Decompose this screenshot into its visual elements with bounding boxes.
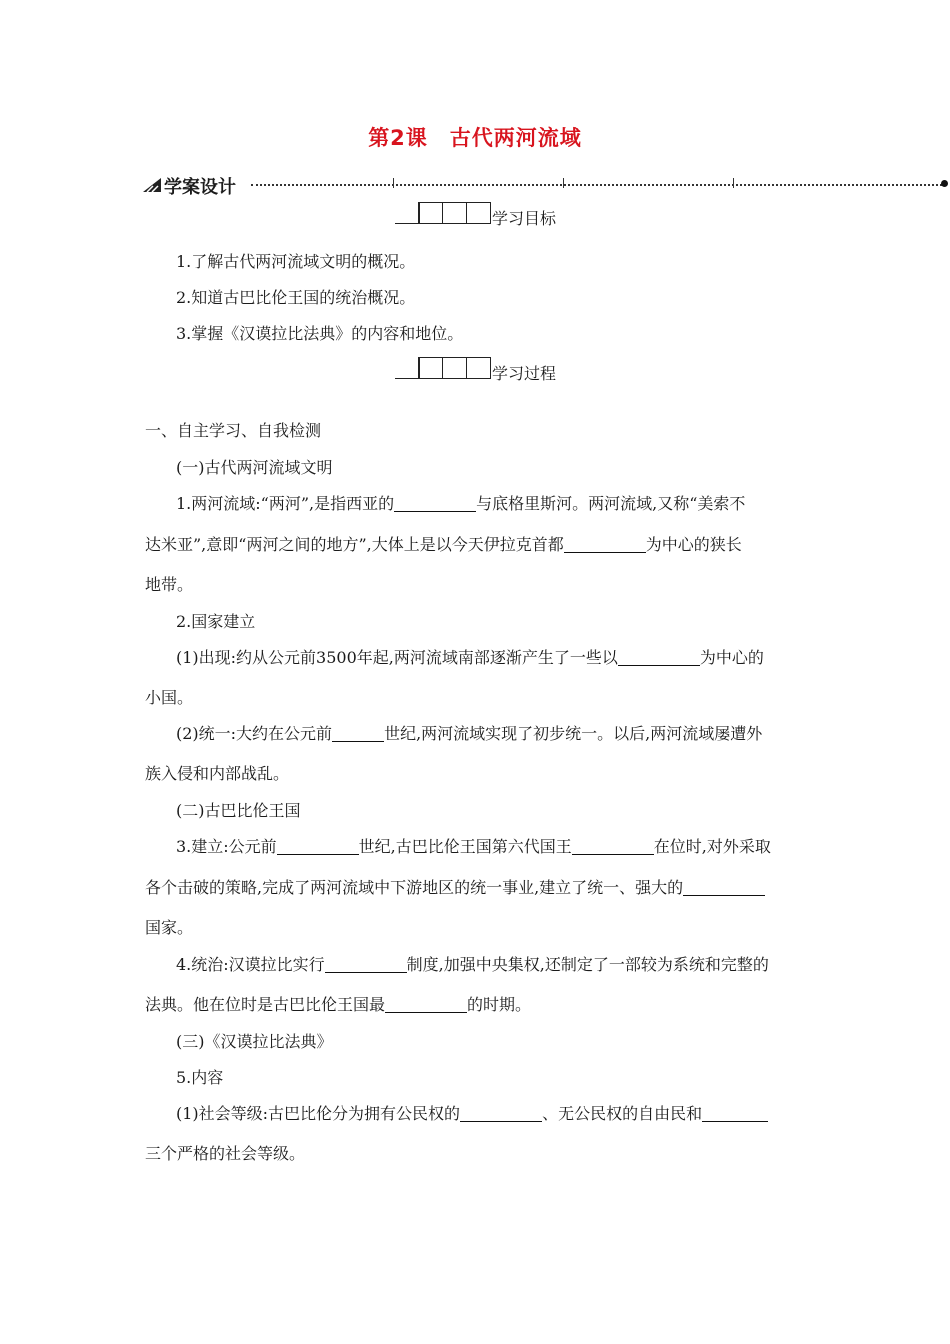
question-text: 为中心的 xyxy=(699,648,764,667)
question-line xyxy=(145,995,531,1015)
goal-item: 1.了解古代两河流域文明的概况。 xyxy=(176,252,416,271)
question-line xyxy=(176,724,762,744)
question-text: 的时期。 xyxy=(467,995,532,1014)
answer-blank[interactable] xyxy=(394,495,476,512)
question-text: 在位时,对外采取 xyxy=(653,837,771,856)
question-text: 世纪,古巴比伦王国第六代国王 xyxy=(358,837,572,856)
banner-tick xyxy=(733,178,734,188)
question-text: (1)出现:约从公元前3500年起,两河流域南部逐渐产生了一些以 xyxy=(176,648,618,667)
question-line xyxy=(176,837,771,857)
question-line: 地带。 xyxy=(145,575,194,594)
question-text: (1)社会等级:古巴比伦分为拥有公民权的 xyxy=(176,1104,461,1123)
question-text: (2)统一:大约在公元前 xyxy=(176,724,333,743)
decorative-boxes xyxy=(395,202,491,224)
subsection-heading: (二)古巴比伦王国 xyxy=(176,801,301,820)
question-line xyxy=(176,955,769,975)
question-line xyxy=(176,648,764,668)
question-text: 为中心的狭长 xyxy=(645,535,742,554)
answer-blank[interactable] xyxy=(385,996,467,1013)
banner-label: 学案设计 xyxy=(164,177,236,198)
question-text: 达米亚”,意即“两河之间的地方”,大体上是以今天伊拉克首都 xyxy=(145,535,564,554)
question-heading: 5.内容 xyxy=(176,1068,224,1087)
question-text: 1.两河流域:“两河”,是指西亚的 xyxy=(176,494,395,513)
banner-stripes-icon xyxy=(143,178,161,192)
banner-dotted-line xyxy=(251,184,942,186)
banner-tick xyxy=(563,178,564,188)
question-text: 3.建立:公元前 xyxy=(176,837,277,856)
subsection-heading: (三)《汉谟拉比法典》 xyxy=(176,1032,333,1051)
question-line xyxy=(145,878,765,898)
question-line: 族入侵和内部战乱。 xyxy=(145,764,290,783)
section-process-label: 学习过程 xyxy=(492,364,557,383)
answer-blank[interactable] xyxy=(277,838,359,855)
question-text: 法典。他在位时是古巴比伦王国最 xyxy=(145,995,386,1014)
question-line: 小国。 xyxy=(145,688,194,707)
section-goals-label: 学习目标 xyxy=(492,209,557,228)
answer-blank[interactable] xyxy=(332,725,384,742)
subsection-heading: (一)古代两河流域文明 xyxy=(176,458,333,477)
answer-blank[interactable] xyxy=(564,536,646,553)
question-heading: 2.国家建立 xyxy=(176,612,256,631)
answer-blank[interactable] xyxy=(325,956,407,973)
question-line xyxy=(176,1104,768,1124)
answer-blank[interactable] xyxy=(618,649,700,666)
answer-blank[interactable] xyxy=(572,838,654,855)
goal-item: 3.掌握《汉谟拉比法典》的内容和地位。 xyxy=(176,324,464,343)
question-text: 4.统治:汉谟拉比实行 xyxy=(176,955,325,974)
question-line xyxy=(176,494,745,514)
question-line xyxy=(145,535,742,555)
question-line: 三个严格的社会等级。 xyxy=(145,1144,306,1163)
question-text: 世纪,两河流域实现了初步统一。以后,两河流域屡遭外 xyxy=(384,724,763,743)
question-line: 国家。 xyxy=(145,918,194,937)
answer-blank[interactable] xyxy=(702,1105,768,1122)
banner-end-dot xyxy=(941,180,948,187)
question-text: 各个击破的策略,完成了两河流域中下游地区的统一事业,建立了统一、强大的 xyxy=(145,878,684,897)
decorative-boxes xyxy=(395,357,491,379)
answer-blank[interactable] xyxy=(683,879,765,896)
answer-blank[interactable] xyxy=(460,1105,542,1122)
question-text: 与底格里斯河。两河流域,又称“美索不 xyxy=(476,494,746,513)
goal-item: 2.知道古巴比伦王国的统治概况。 xyxy=(176,288,416,307)
banner-tick xyxy=(393,178,394,188)
section-banner xyxy=(143,172,948,198)
question-text: 制度,加强中央集权,还制定了一部较为系统和完整的 xyxy=(406,955,769,974)
part-heading: 一、自主学习、自我检测 xyxy=(145,421,322,440)
question-text: 、无公民权的自由民和 xyxy=(542,1104,703,1123)
lesson-title: 第2课 古代两河流域 xyxy=(368,126,582,150)
